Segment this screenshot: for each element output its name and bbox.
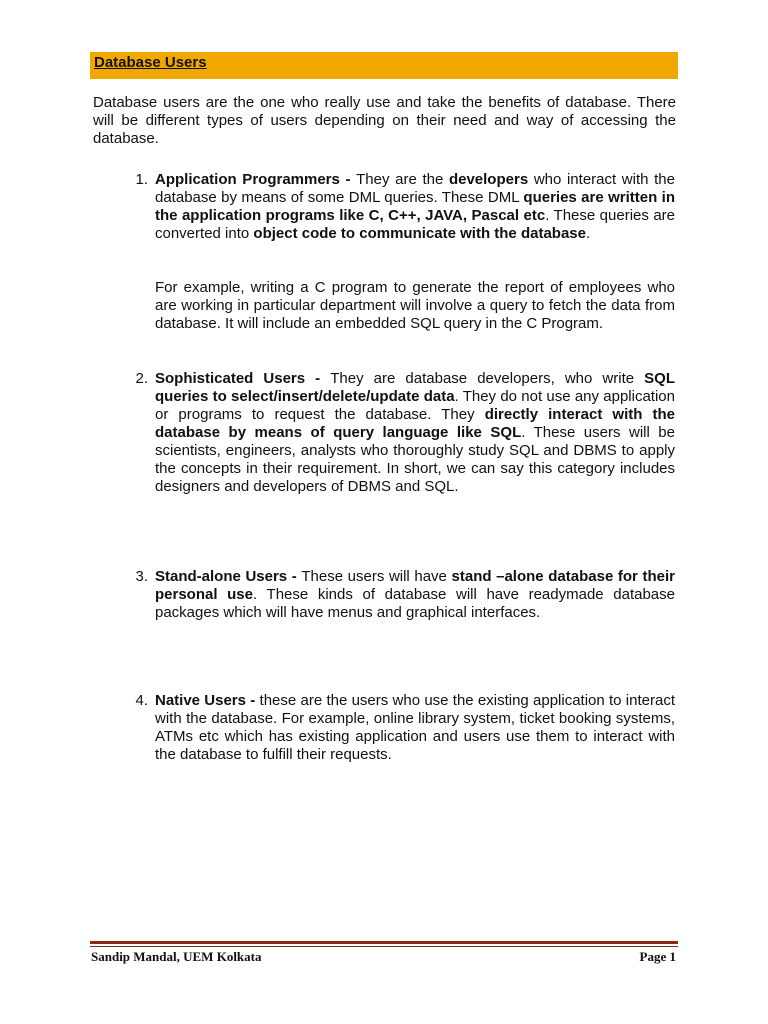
item-text: . These queries are converted into xyxy=(155,207,676,242)
item-title: Application Programmers - xyxy=(155,171,357,188)
intro-paragraph: Database users are the one who really use and take the benefits of database. There will be different types of users depending on their need and way of accessing the database. xyxy=(93,94,676,147)
list-number-2: 2. xyxy=(135,370,148,387)
footer-rule-thick xyxy=(90,941,678,944)
item-text: . These kinds of database will have readymade database packages which will have menus and graphical interfaces. xyxy=(155,586,675,621)
item-text: these are the users who use the existing application to interact with the database. For example, online library system, ticket booking systems, ATMs etc which has existing application and users use them to interact with the database to fulfill their requests. xyxy=(155,692,675,763)
list-item-sophisticated-users xyxy=(155,370,675,496)
list-item-native-users xyxy=(155,692,675,764)
list-number-3: 3. xyxy=(135,568,148,585)
footer-rule-thin xyxy=(90,946,678,947)
item-text: These users will have xyxy=(301,568,452,585)
item-bold: developers xyxy=(448,171,529,188)
item-bold: queries are written in the application programs like C, C++, JAVA, Pascal etc xyxy=(155,189,675,224)
item-text: who interact with the database by means of some DML queries. These DML xyxy=(155,171,675,206)
item-title: Stand-alone Users - xyxy=(155,568,302,585)
item-bold: object code to communicate with the database xyxy=(253,225,586,242)
item-bold: stand –alone database for their personal use xyxy=(155,568,675,603)
item-text: . They do not use any application or programs to request the database. They xyxy=(155,388,675,423)
section-heading: Database Users xyxy=(94,54,207,71)
item-text: . These users will be scientists, engineers, analysts who thoroughly study SQL and DBMS to apply the concepts in their requirement. In short, we can say this category includes designers and developers of DBMS and SQL. xyxy=(155,424,675,495)
item-text: . xyxy=(585,225,591,242)
item-bold: directly interact with the database by means of query language like SQL xyxy=(155,406,675,441)
item-title: Native Users - xyxy=(155,692,260,709)
footer-author: Sandip Mandal, UEM Kolkata xyxy=(91,949,262,964)
item-text: They are database developers, who write xyxy=(330,370,645,387)
list-item-application-programmers xyxy=(155,171,675,243)
item-text: They are the xyxy=(356,171,449,188)
list-number-1: 1. xyxy=(135,171,148,188)
section-heading-bar xyxy=(90,52,678,79)
footer-page-number: Page 1 xyxy=(639,949,676,964)
list-item-stand-alone-users xyxy=(155,568,675,622)
list-number-4: 4. xyxy=(135,692,148,709)
item-title: Sophisticated Users - xyxy=(155,370,331,387)
item-bold: SQL queries to select/insert/delete/update data xyxy=(155,370,675,405)
example-paragraph: For example, writing a C program to generate the report of employees who are working in particular department will involve a query to fetch the data from database. It will include an embedded SQL query in the C Program. xyxy=(155,279,675,332)
